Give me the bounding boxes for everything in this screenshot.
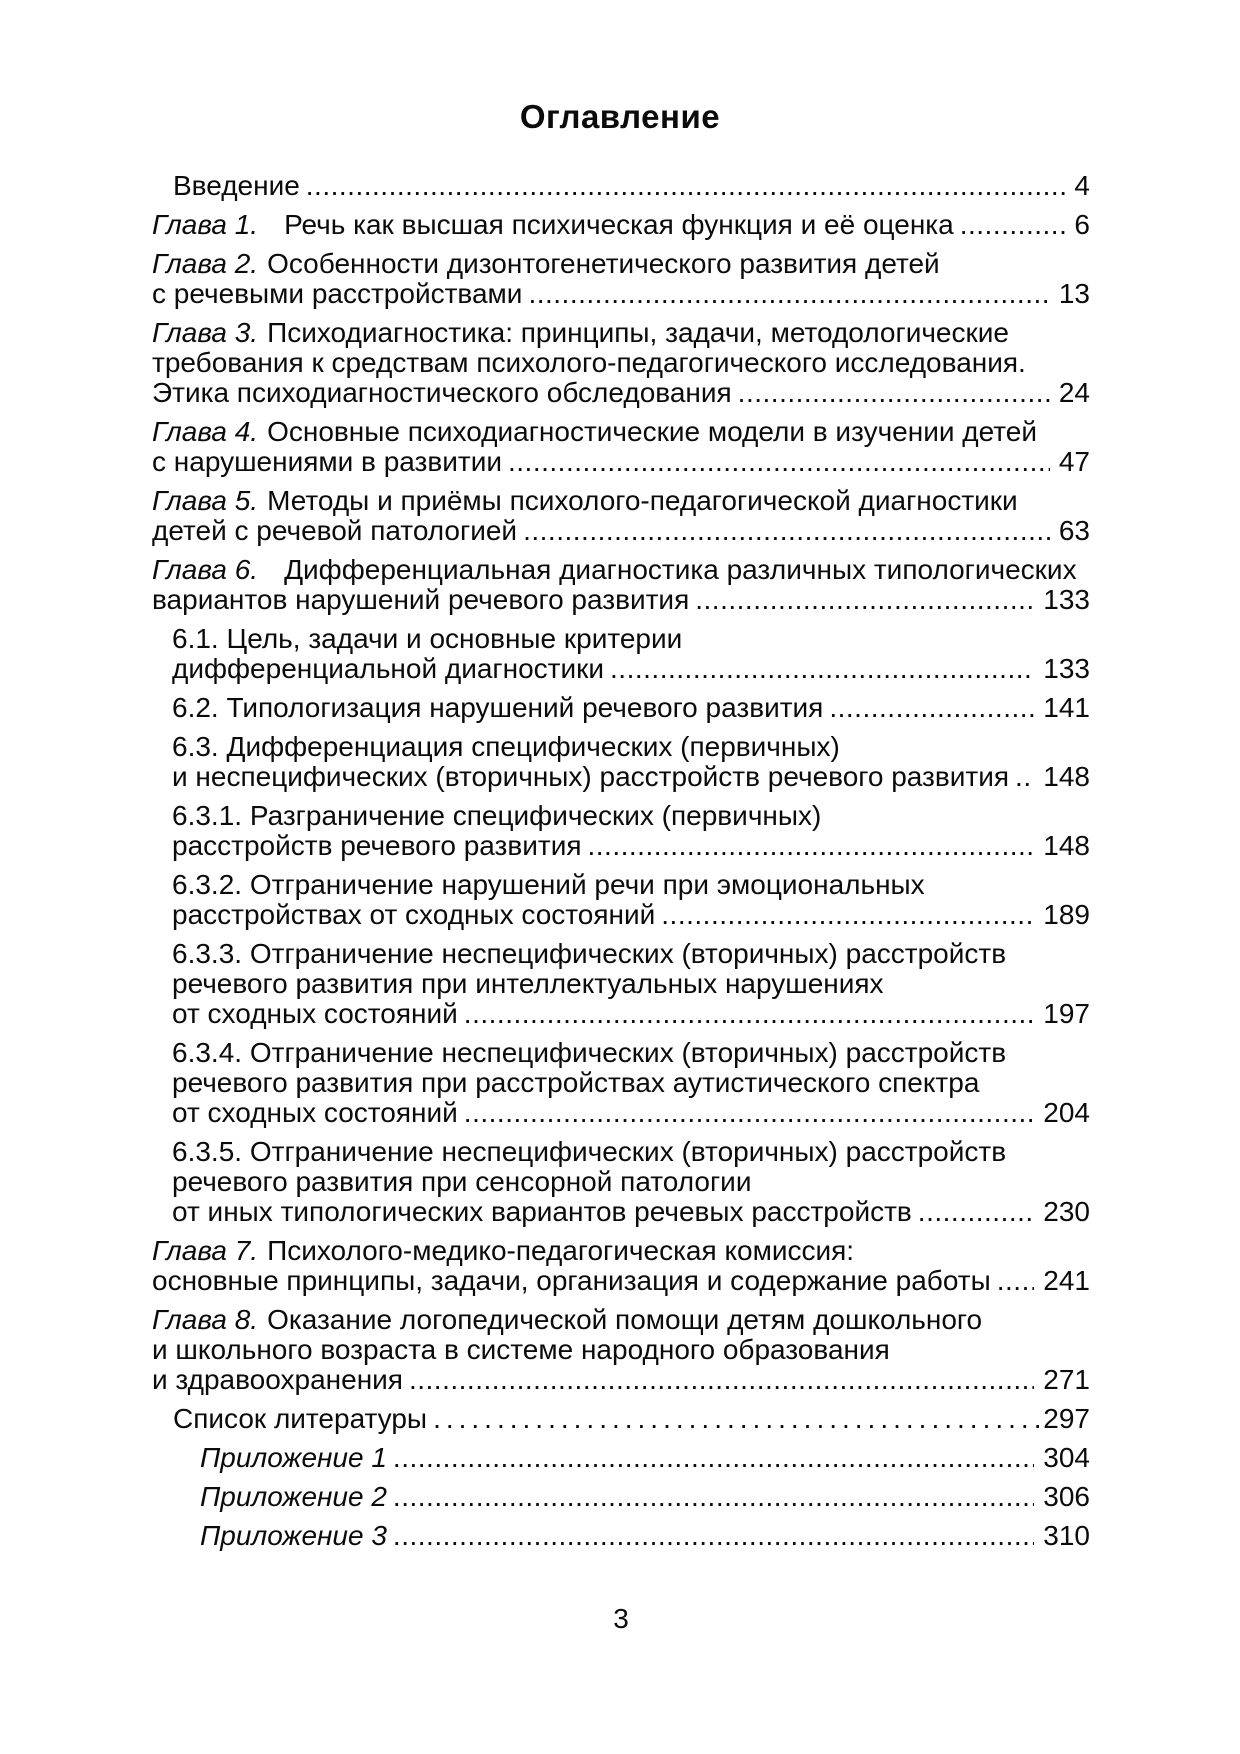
toc-entry <box>152 486 1090 546</box>
entry-text: 6.2. Типологизация нарушений речевого развития <box>172 692 824 723</box>
entry-text: 6.3.1. Разграничение специфических (первичных) <box>172 800 822 831</box>
page-number: 241 <box>1043 1265 1090 1296</box>
toc-entry <box>152 693 1090 723</box>
page-number: 133 <box>1043 584 1090 615</box>
toc-entry-line <box>200 1443 1090 1473</box>
entry-text: и неспецифических (вторичных) расстройств речевого развития <box>172 761 1010 792</box>
dot-leader <box>409 1365 1034 1395</box>
entry-text: Психодиагностика: принципы, задачи, методологические <box>267 317 1009 348</box>
page-number: 306 <box>1043 1481 1090 1512</box>
dot-leader <box>464 1098 1034 1128</box>
toc-entry <box>152 171 1090 201</box>
entry-text: Дифференциальная диагностика различных типологических <box>284 554 1077 585</box>
entry-text: 6.1. Цель, задачи и основные критерии <box>172 623 683 654</box>
toc-entry-line <box>172 999 1090 1029</box>
page-number: 230 <box>1043 1196 1090 1227</box>
chapter-prefix: Глава 8. <box>152 1304 259 1335</box>
toc-entry-line <box>152 279 1090 309</box>
toc-entry-line <box>152 210 1090 240</box>
dot-leader <box>393 1521 1034 1551</box>
toc-entry <box>152 1305 1090 1395</box>
dot-leader <box>508 447 1050 477</box>
dot-leader <box>997 1266 1035 1296</box>
toc-entry-line <box>152 1266 1090 1296</box>
dot-leader <box>393 1443 1034 1473</box>
toc-entry-line <box>172 732 1090 762</box>
toc-entry-line <box>172 900 1090 930</box>
page-number: 133 <box>1043 653 1090 684</box>
toc-entry-line <box>173 171 1090 201</box>
toc-entry <box>152 210 1090 240</box>
chapter-prefix: Глава 5. <box>152 485 259 516</box>
toc-entry <box>152 1038 1090 1128</box>
entry-text: Этика психодиагностического обследования <box>152 377 732 408</box>
toc-entry-line <box>152 318 1090 348</box>
chapter-prefix: Глава 4. <box>152 416 259 447</box>
dot-leader <box>588 831 1035 861</box>
toc-entry <box>152 624 1090 684</box>
toc-entry-line <box>172 624 1090 654</box>
page-number: 197 <box>1043 998 1090 1029</box>
entry-text: от иных типологических вариантов речевых расстройств <box>172 1196 912 1227</box>
toc-entry-line <box>152 1236 1090 1266</box>
chapter-prefix: Глава 3. <box>152 317 259 348</box>
toc-entry <box>152 801 1090 861</box>
entry-text: и школьного возраста в системе народного образования <box>152 1334 890 1365</box>
entry-text: расстройствах от сходных состояний <box>172 899 656 930</box>
page-number: 6 <box>1074 209 1090 240</box>
toc-entry <box>152 870 1090 930</box>
entry-text: речевого развития при интеллектуальных нарушениях <box>172 968 884 999</box>
toc-entry <box>152 1236 1090 1296</box>
toc-entry-line <box>152 1305 1090 1335</box>
toc-entry <box>152 1443 1090 1473</box>
entry-text: детей с речевой патологией <box>152 515 518 546</box>
page-number: 189 <box>1043 899 1090 930</box>
dot-leader <box>695 585 1034 615</box>
entry-text: речевого развития при сенсорной патологии <box>172 1166 752 1197</box>
page-number: 297 <box>1043 1403 1090 1434</box>
dot-leader <box>1015 762 1034 792</box>
toc-entry <box>152 732 1090 792</box>
toc-entry <box>152 555 1090 615</box>
entry-text: Введение <box>173 170 300 201</box>
toc-entry-line <box>152 447 1090 477</box>
page-number: 13 <box>1058 278 1090 309</box>
toc-entry-line <box>172 801 1090 831</box>
entry-text: речевого развития при расстройствах аутистического спектра <box>172 1067 980 1098</box>
dot-leader <box>918 1197 1034 1227</box>
toc-entry-line <box>152 486 1090 516</box>
chapter-prefix: Глава 6. <box>152 554 259 585</box>
toc-entry-line <box>172 762 1090 792</box>
entry-text: Речь как высшая психическая функция и её оценка <box>284 209 954 240</box>
dot-leader <box>661 900 1034 930</box>
dot-leader <box>464 999 1034 1029</box>
entry-text: Методы и приёмы психолого-педагогической диагностики <box>267 485 1018 516</box>
toc-entry-line <box>172 831 1090 861</box>
page-number: 24 <box>1058 377 1090 408</box>
entry-text: и здравоохранения <box>152 1364 403 1395</box>
entry-text: 6.3.2. Отграничение нарушений речи при эмоциональных <box>172 869 925 900</box>
page-number: 304 <box>1043 1442 1090 1473</box>
entry-text: Особенности дизонтогенетического развития детей <box>267 248 940 279</box>
toc-entry-line <box>200 1521 1090 1551</box>
entry-text: 6.3.3. Отграничение неспецифических (вторичных) расстройств <box>172 938 1007 969</box>
toc-entry-line <box>152 1365 1090 1395</box>
dot-leader <box>960 210 1066 240</box>
page-title: Оглавление <box>519 98 721 135</box>
dot-leader <box>528 279 1049 309</box>
dot-leader <box>523 516 1050 546</box>
entry-text: Приложение 1 <box>200 1442 387 1473</box>
toc-entry <box>152 1404 1090 1434</box>
entry-text: Психолого-медико-педагогическая комиссия: <box>267 1235 855 1266</box>
toc-entry-line <box>172 693 1090 723</box>
entry-text: требования к средствам психолого-педагогического исследования. <box>152 347 1026 378</box>
toc-entry-line <box>172 870 1090 900</box>
entry-text: Приложение 3 <box>200 1520 387 1551</box>
entry-text: Список литературы <box>173 1403 428 1434</box>
footer-page-number: 3 <box>613 1603 629 1634</box>
toc-entry-line <box>172 939 1090 969</box>
entry-text: Основные психодиагностические модели в изучении детей <box>267 416 1037 447</box>
toc-entry-line <box>152 417 1090 447</box>
toc-entry <box>152 417 1090 477</box>
page-number: 63 <box>1058 515 1090 546</box>
toc-entry-line <box>152 249 1090 279</box>
toc-entry-line <box>152 1335 1090 1365</box>
entry-text: Оказание логопедической помощи детям дошкольного <box>267 1304 983 1335</box>
toc-entry-line <box>173 1404 1090 1434</box>
toc-entry <box>152 249 1090 309</box>
toc-entry-line <box>172 1137 1090 1167</box>
toc-entry <box>152 939 1090 1029</box>
toc-entry-line <box>200 1482 1090 1512</box>
toc-entry <box>152 318 1090 408</box>
dot-leader <box>393 1482 1034 1512</box>
dot-leader <box>829 693 1034 723</box>
toc-entry-line <box>172 654 1090 684</box>
dot-leader <box>433 1404 1041 1434</box>
entry-text: основные принципы, задачи, организация и содержание работы <box>152 1265 991 1296</box>
dot-leader <box>306 171 1066 201</box>
entry-text: 6.3.4. Отграничение неспецифических (вторичных) расстройств <box>172 1037 1007 1068</box>
page-number: 4 <box>1074 170 1090 201</box>
page-number: 310 <box>1043 1520 1090 1551</box>
entry-text: вариантов нарушений речевого развития <box>152 584 690 615</box>
toc-entry-line <box>152 348 1090 378</box>
page-number: 47 <box>1058 446 1090 477</box>
entry-text: 6.3.5. Отграничение неспецифических (вторичных) расстройств <box>172 1136 1007 1167</box>
page-number: 148 <box>1043 761 1090 792</box>
chapter-prefix: Глава 2. <box>152 248 259 279</box>
toc-entry-line <box>152 516 1090 546</box>
page-number: 141 <box>1043 692 1090 723</box>
entry-text: дифференциальной диагностики <box>172 653 605 684</box>
toc-list <box>152 171 1090 1551</box>
page-number: 148 <box>1043 830 1090 861</box>
dot-leader <box>738 378 1050 408</box>
toc-entry-line <box>152 585 1090 615</box>
toc-entry-line <box>172 1068 1090 1098</box>
toc-entry-line <box>172 1098 1090 1128</box>
chapter-prefix: Глава 7. <box>152 1235 259 1266</box>
entry-text: от сходных состояний <box>172 998 458 1029</box>
toc-entry-line <box>152 555 1090 585</box>
page-number: 204 <box>1043 1097 1090 1128</box>
entry-text: с речевыми расстройствами <box>152 278 523 309</box>
toc-entry <box>152 1521 1090 1551</box>
toc-entry-line <box>172 1167 1090 1197</box>
entry-text: от сходных состояний <box>172 1097 458 1128</box>
entry-text: с нарушениями в развитии <box>152 446 502 477</box>
entry-text: 6.3. Дифференциация специфических (первичных) <box>172 731 840 762</box>
entry-text: Приложение 2 <box>200 1481 387 1512</box>
toc-entry-line <box>172 1038 1090 1068</box>
chapter-prefix: Глава 1. <box>152 209 259 240</box>
toc-entry-line <box>172 969 1090 999</box>
toc-entry <box>152 1482 1090 1512</box>
toc-entry-line <box>172 1197 1090 1227</box>
page-number: 271 <box>1043 1364 1090 1395</box>
toc-entry <box>152 1137 1090 1227</box>
dot-leader <box>610 654 1034 684</box>
toc-entry-line <box>152 378 1090 408</box>
entry-text: расстройств речевого развития <box>172 830 582 861</box>
